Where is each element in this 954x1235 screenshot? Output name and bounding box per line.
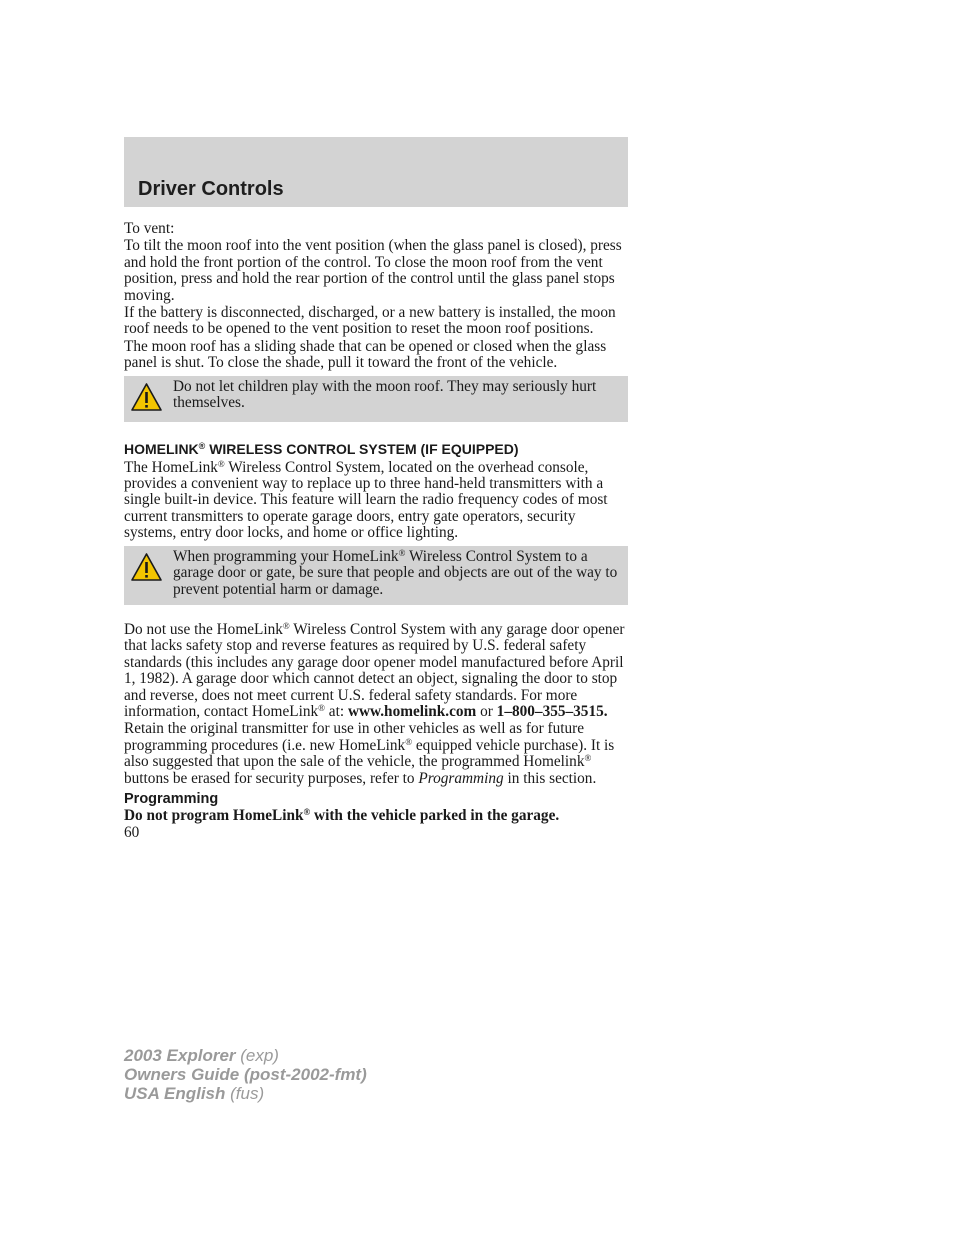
footer-line-guide: Owners Guide (post-2002-fmt) [124, 1065, 367, 1084]
footer-model: 2003 Explorer [124, 1046, 236, 1065]
text-run: with the vehicle parked in the garage. [310, 806, 560, 824]
homelink-section-heading [124, 441, 628, 458]
text-run: Retain the original transmitter for use in other vehicles as well as for future programming procedures (i.e. new HomeLink [124, 720, 585, 754]
homelink-phone: 1–800–355–3515. [496, 702, 608, 720]
registered-mark: ® [303, 806, 311, 817]
text-run: or [476, 702, 497, 720]
text-run: in this section. [503, 769, 597, 787]
warning-triangle-icon [130, 552, 163, 583]
footer-line-language [124, 1084, 367, 1103]
text-run: equipped vehicle purchase). It is also suggested that upon the sale of the vehicle, the programmed Homelink [124, 736, 615, 771]
text-run: Wireless Control System to a garage door or gate, be sure that people and objects are out of the way to prevent potential harm or damage. [173, 547, 618, 598]
homelink-intro [124, 460, 628, 542]
footer-line-model [124, 1046, 367, 1065]
programming-heading: Programming [124, 790, 219, 807]
battery-reset-note: If the battery is disconnected, discharged, or a new battery is installed, the moon roof needs to be opened to the vent position to reset the moon roof positions. [124, 304, 616, 338]
text-run: Wireless Control System with any garage door opener that lacks safety stop and reverse features as required by U.S. federal safety standards (this includes any garage door opener model manufactured before April 1, 1982). A garage door which cannot detect an object, signaling the door to stop and reverse, does not meet current U.S. federal safety standards. For more information, contact HomeLink [124, 620, 625, 720]
footer-model-code: (exp) [235, 1046, 279, 1065]
registered-mark: ® [398, 547, 406, 558]
heading-text: HOMELINK [124, 440, 199, 457]
text-run: buttons be erased for security purposes, refer to [124, 769, 419, 787]
programming-warning-text [130, 549, 620, 598]
page-content [124, 221, 628, 843]
programming-warning-box [124, 546, 628, 605]
vent-instructions: To tilt the moon roof into the vent position (when the glass panel is closed), press and hold the front portion of the control. To close the moon roof from the vent position, press and hold the rear portion of the control until the glass panel stops moving. [124, 237, 622, 304]
heading-text: WIRELESS CONTROL SYSTEM (IF EQUIPPED) [205, 440, 519, 457]
moonroof-warning-text: Do not let children play with the moon roof. They may seriously hurt themselves. [173, 377, 597, 412]
programming-reference: Programming [418, 769, 504, 787]
registered-mark: ® [318, 702, 325, 713]
retain-transmitter-note [124, 721, 628, 787]
registered-mark: ® [198, 440, 206, 451]
page-number: 60 [124, 824, 140, 842]
document-footer [124, 1046, 367, 1103]
registered-mark: ® [584, 753, 592, 764]
sliding-shade-note: The moon roof has a sliding shade that can be opened or closed when the glass panel is shut. To close the shade, pull it toward the front of the vehicle. [124, 337, 607, 372]
section-title: Driver Controls [138, 178, 284, 200]
moonroof-warning-box [124, 376, 628, 422]
text-run: Do not use the HomeLink [124, 620, 283, 638]
section-header-band [124, 137, 628, 207]
warning-triangle-icon [130, 382, 163, 413]
text-run: at: [324, 702, 348, 720]
registered-mark: ® [282, 620, 290, 631]
homelink-website: www.homelink.com [347, 702, 477, 720]
text-run: When programming your HomeLink [173, 547, 399, 565]
registered-mark: ® [405, 736, 413, 747]
footer-language: USA English [124, 1084, 226, 1103]
text-run: Do not program HomeLink [124, 806, 304, 824]
registered-mark: ® [217, 458, 225, 469]
safety-standards-note [124, 622, 628, 720]
to-vent-label: To vent: [124, 220, 175, 237]
footer-language-code: (fus) [225, 1084, 265, 1103]
programming-caution [124, 808, 628, 824]
text-run: The HomeLink [124, 458, 218, 476]
text-run: Wireless Control System, located on the overhead console, provides a convenient way to replace up to three hand-held transmitters with a single built-in device. This feature will learn the radio frequency codes of most current transmitters to operate garage doors, entry gate operators, security systems, entry door locks, and home or office lighting. [124, 458, 608, 542]
